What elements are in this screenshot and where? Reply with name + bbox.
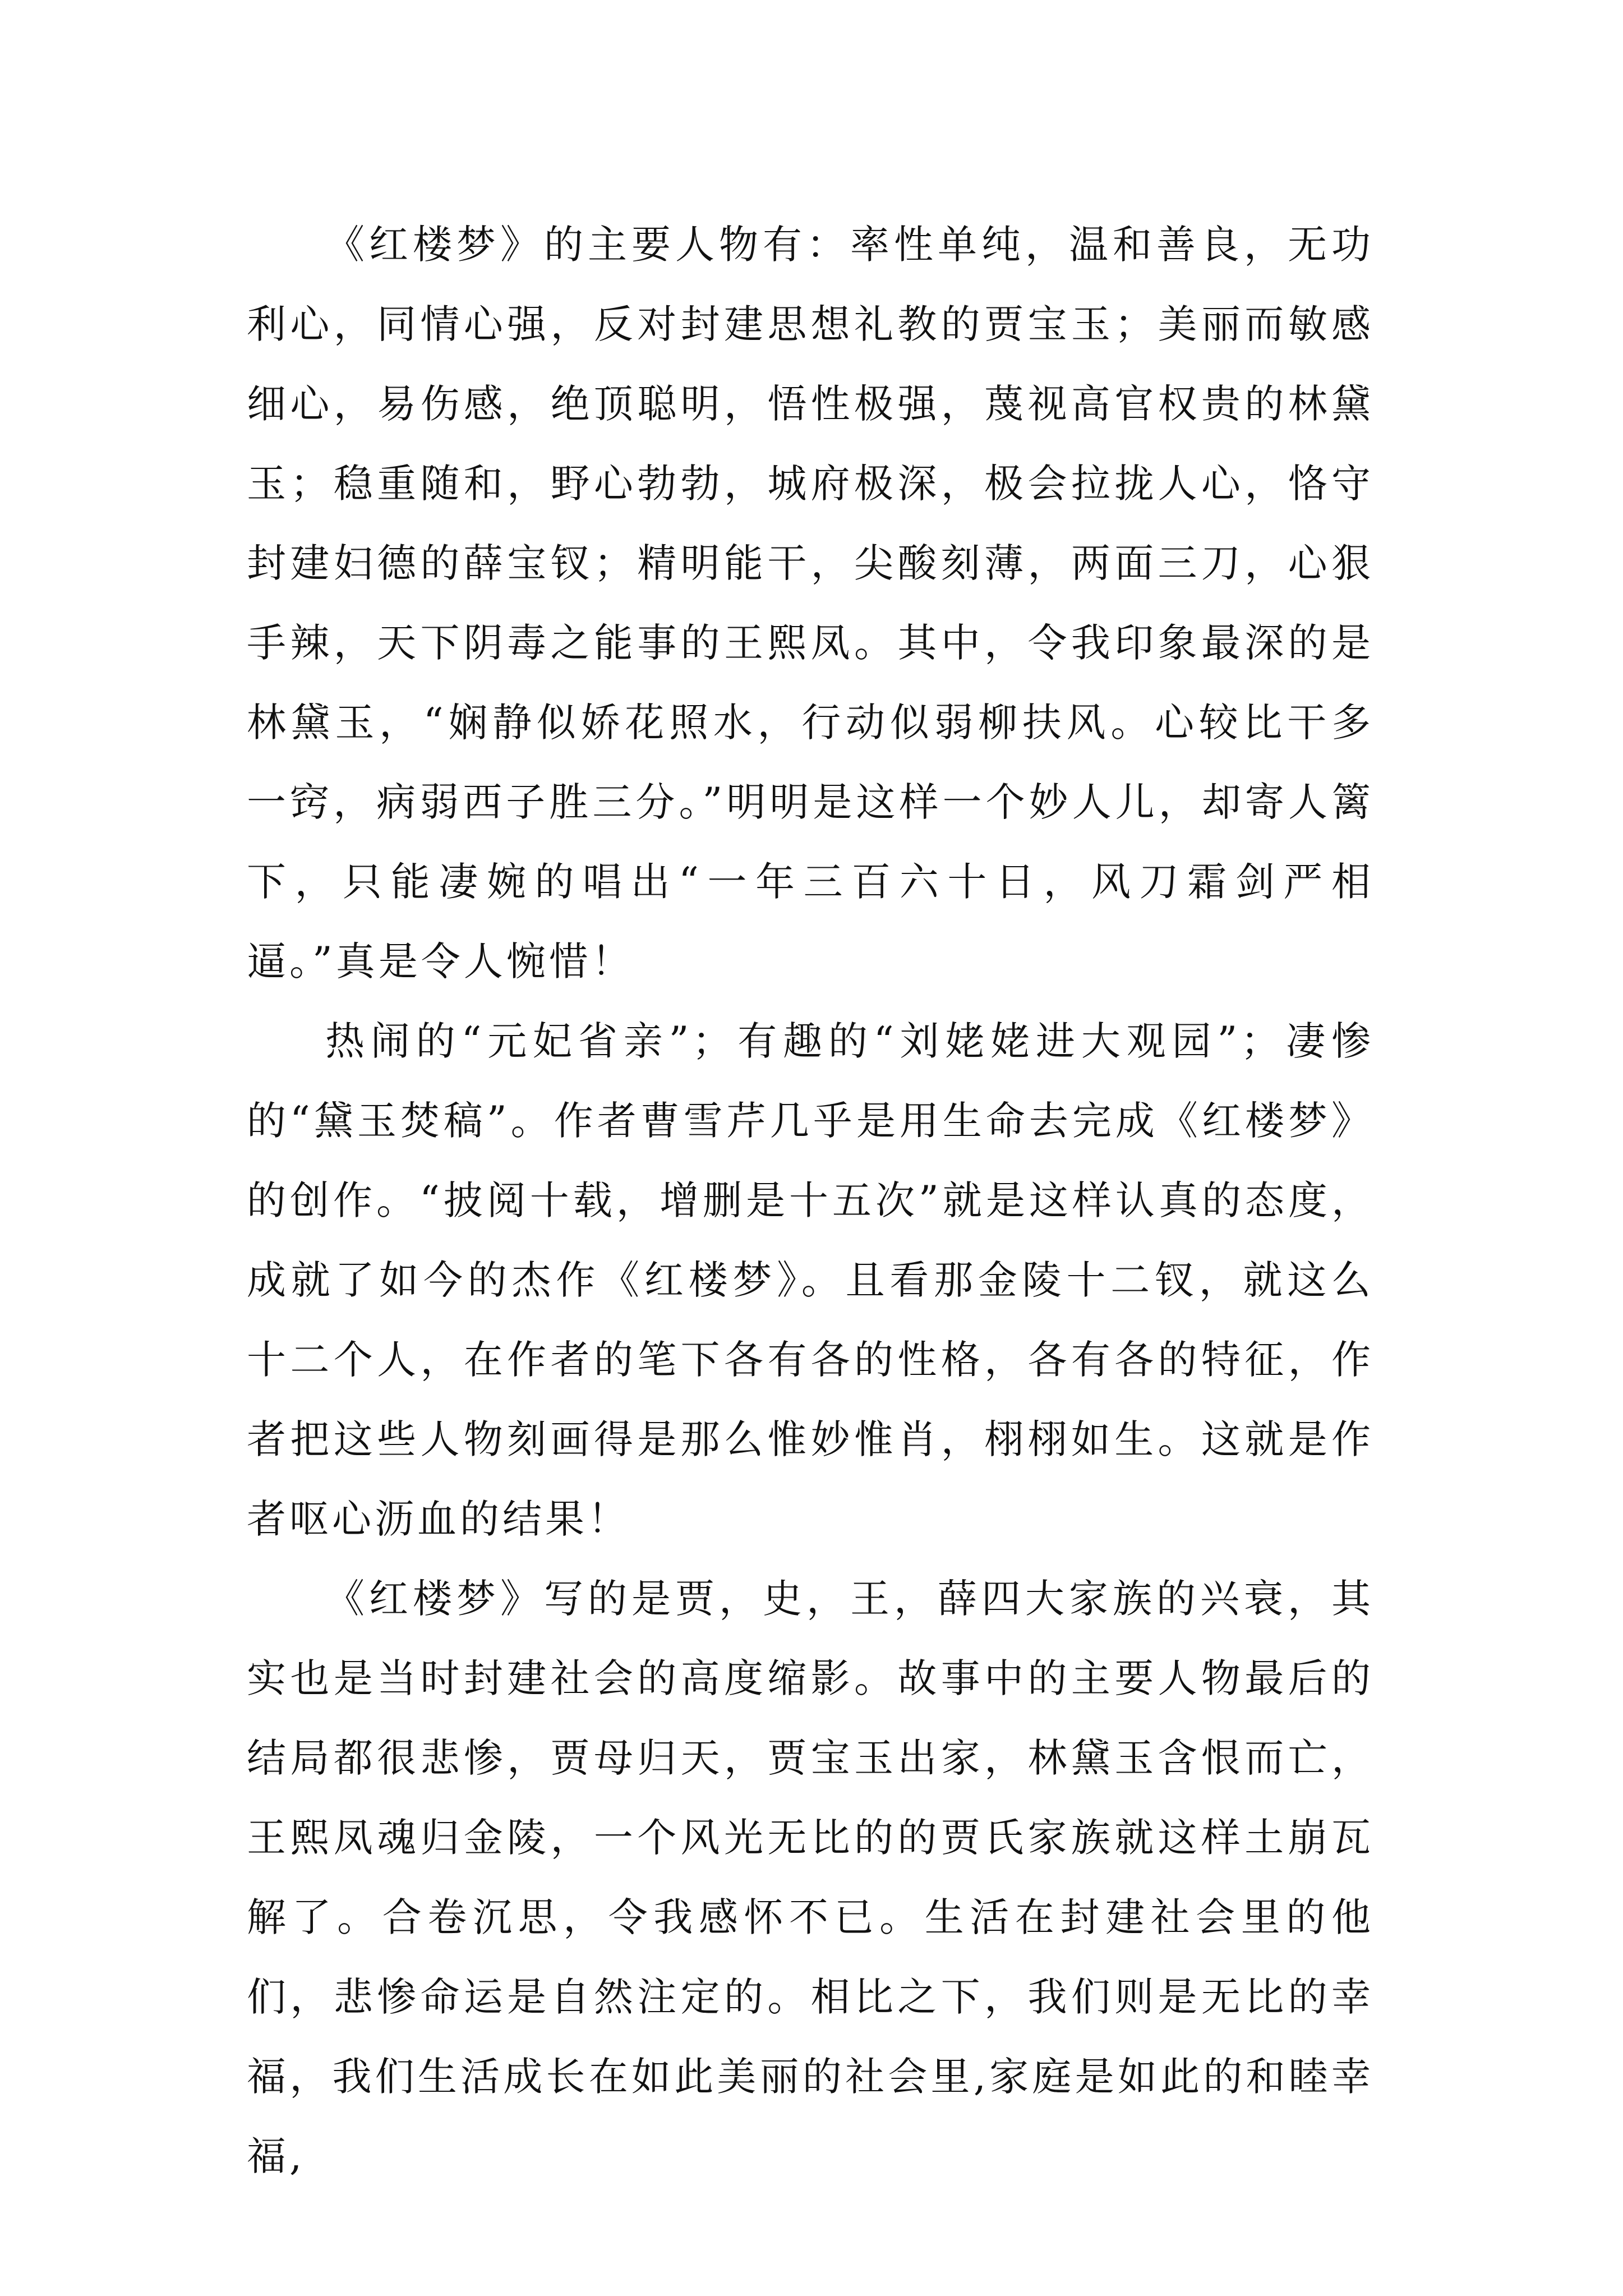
paragraph-3: 《红楼梦》写的是贾，史，王，薛四大家族的兴衰，其实也是当时封建社会的高度缩影。故事中的主要人物最后的结局都很悲惨，贾母归天，贾宝玉出家，林黛玉含恨而亡，王熙凤魂归金陵，一个风光无比的的贾氏家族就这样土崩瓦解了。合卷沉思，令我感怀不已。生活在封建社会里的他们，悲惨命运是自然注定的。相比之下，我们则是无比的幸福，我们生活成长在如此美丽的社会里,家庭是如此的和睦幸福, [247,1576,1374,2179]
paragraph-2: 热闹的“元妃省亲”；有趣的“刘姥姥进大观园”；凄惨的“黛玉焚稿”。作者曹雪芹几乎是用生命去完成《红楼梦》的创作。“披阅十载，增删是十五次”就是这样认真的态度，成就了如今的杰作《红楼梦》。且看那金陵十二钗，就这么十二个人，在作者的笔下各有各的性格，各有各的特征，作者把这些人物刻画得是那么惟妙惟肖，栩栩如生。这就是作者呕心沥血的结果！ [247,1018,1374,1542]
document-body [247,205,1374,2196]
paragraph-1: 《红楼梦》的主要人物有：率性单纯，温和善良，无功利心，同情心强，反对封建思想礼教的贾宝玉；美丽而敏感细心，易伤感，绝顶聪明，悟性极强，蔑视高官权贵的林黛玉；稳重随和，野心勃勃，城府极深，极会拉拢人心，恪守封建妇德的薛宝钗；精明能干，尖酸刻薄，两面三刀，心狠手辣，天下阴毒之能事的王熙凤。其中，令我印象最深的是林黛玉，“娴静似娇花照水，行动似弱柳扶风。心较比干多一窍，病弱西子胜三分。”明明是这样一个妙人儿，却寄人篱下，只能凄婉的唱出“一年三百六十日，风刀霜剑严相逼。”真是令人惋惜！ [247,222,1374,984]
